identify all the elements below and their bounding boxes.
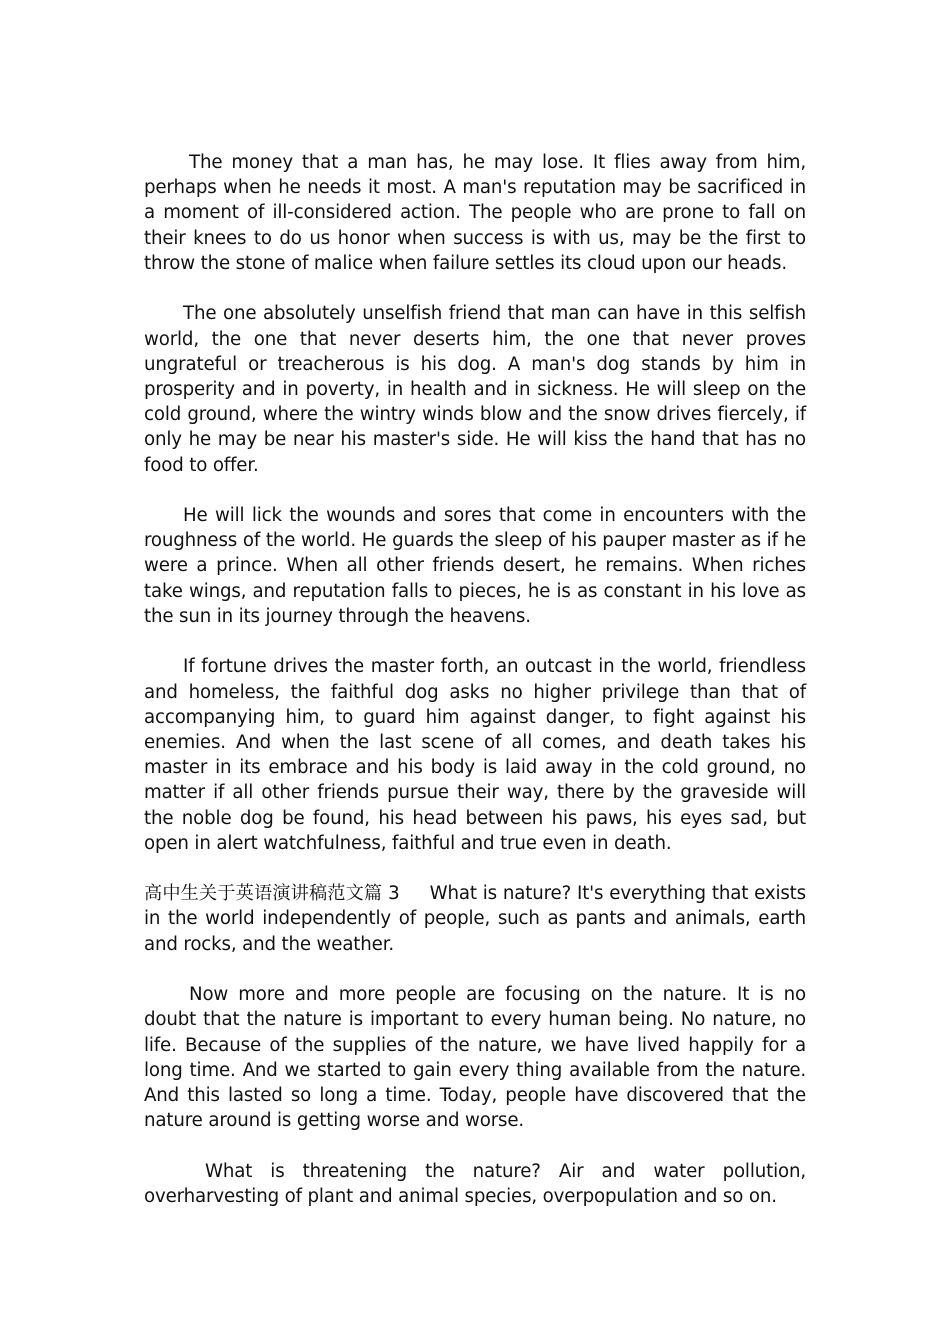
paragraph-wounds: He will lick the wounds and sores that come in encounters with the roughness of the world. He guards the sleep of his pauper master as if he were a prince. When all other friends desert, he remains. When riches take wings, and reputation falls to pieces, he is as constant in his love as the sun in its journey through the heavens. — [144, 505, 812, 627]
section-heading: 高中生关于英语演讲稿范文篇 3 — [144, 883, 400, 905]
paragraph-unselfish-friend: The one absolutely unselfish friend that man can have in this selfish world, the one that never deserts him, the one that never proves ungrateful or treacherous is his dog. A man's dog stands by him in prosperity and in poverty, in health and in sickness. He will sleep on the cold ground, where the wintry winds blow and the snow drives fiercely, if only he may be near his master's side. He will kiss the hand that has no food to offer. — [144, 303, 812, 476]
paragraph-threatening: What is threatening the nature? Air and water pollution, overharvesting of plant and animal species, overpopulation and so on. — [144, 1160, 812, 1207]
paragraph-money: The money that a man has, he may lose. It flies away from him, perhaps when he needs it most. A man's reputation may be sacrificed in a moment of ill-considered action. The people who are prone to fall on their knees to do us honor when success is with us, may be the first to throw the stone of malice when failure settles its cloud upon our heads. — [144, 152, 812, 274]
paragraph-fortune: If fortune drives the master forth, an outcast in the world, friendless and homeless, the faithful dog asks no higher privilege than that of accompanying him, to guard him against danger, to fight against his enemies. And when the last scene of all comes, and death takes his master in its embrace and his body is laid away in the cold ground, no matter if all other friends pursue their way, there by the graveside will the noble dog be found, his head between his paws, his eyes sad, but open in alert watchfulness, faithful and true even in death. — [144, 656, 812, 854]
paragraph-nature-focus: Now more and more people are focusing on the nature. It is no doubt that the nature is important to every human being. No nature, no life. Because of the supplies of the nature, we have lived happily for a long time. And we started to gain every thing available from the nature. And this lasted so long a time. Today, people have discovered that the nature around is getting worse and worse. — [144, 984, 812, 1132]
section-first-text: What is nature? It's everything that exists in the world independently of people, such as pants and animals, earth and rocks, and the weather. — [144, 883, 812, 955]
document-page — [144, 150, 812, 1209]
paragraph-section-3 — [144, 881, 812, 957]
